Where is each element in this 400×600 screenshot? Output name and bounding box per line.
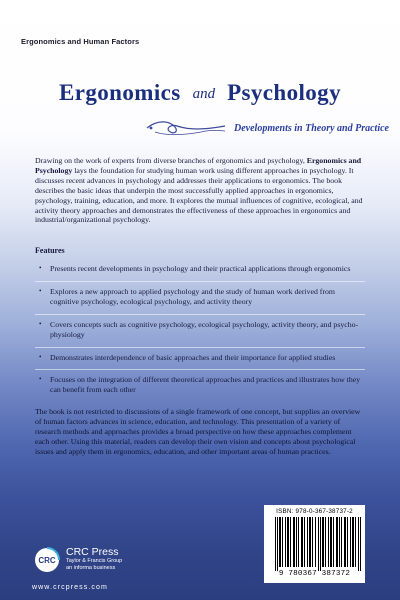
description-rest: lays the foundation for studying human work using different approaches in psychology. It discusses recent advances in psychology and addresses their applications to ergonomics. The book describes the basic ideas that underpin the most successfully applied approaches in ergonomics, psychology, training, education, and more. It explores the mutual influences of cognitive, ecological, and activity theory approaches and demonstrates the effectiveness of these approaches in ergonomics and industrial/organizational psychology. xyxy=(35,165,363,225)
feature-item xyxy=(35,370,365,402)
feature-text: Explores a new approach to applied psychology and the study of human work derived from cognitive psychology, ecological psychology, and activity theory xyxy=(50,286,335,306)
series-name: Ergonomics and Human Factors xyxy=(21,37,140,46)
crc-logo-icon xyxy=(34,547,60,573)
feature-item xyxy=(35,282,365,315)
bullet-icon: • xyxy=(39,319,42,328)
barcode xyxy=(264,505,365,583)
description xyxy=(35,156,363,225)
bullet-icon: • xyxy=(39,286,42,295)
publisher-group: Taylor & Francis Group xyxy=(66,558,123,564)
feature-text: Focuses on the integration of different theoretical approaches and practices and illustrates how they can benefit from each other xyxy=(50,375,361,395)
bullet-icon: • xyxy=(39,264,42,272)
publisher-tagline: an informa business xyxy=(66,564,116,571)
publisher-block xyxy=(66,547,122,572)
barcode-bars-icon xyxy=(275,517,363,573)
feature-text: Covers concepts such as cognitive psychology, ecological psychology, activity theory, and psycho-physiology xyxy=(50,319,359,339)
book-title xyxy=(0,80,400,106)
feature-text: Demonstrates interdependence of basic approaches and their importance for applied studies xyxy=(50,352,336,362)
bullet-icon: • xyxy=(39,352,42,361)
feature-item xyxy=(35,315,365,348)
title-word-and: and xyxy=(192,86,216,102)
logo-text: CRC xyxy=(38,556,56,565)
title-word-2: Psychology xyxy=(227,80,341,105)
features-list xyxy=(35,259,365,402)
description-bold-title: Ergonomics and Psychology xyxy=(35,156,362,175)
closing-paragraph: The book is not restricted to discussions of a single framework of one concept, but supplies an overview of human factors advances in science, education, and technology. This presentation of a variety of research methods and approaches provides a broad perspective on how these approaches complement each other. Using this material, readers can develop their own vision and concepts about psychological issues and apply them in ergonomics, education, and other important areas of human practices. xyxy=(35,407,361,456)
title-word-1: Ergonomics xyxy=(59,80,181,105)
publisher-name: CRC Press xyxy=(66,546,119,558)
bullet-icon: • xyxy=(39,375,42,384)
feature-item xyxy=(35,348,365,371)
isbn-label: ISBN: 978-0-367-38737-2 xyxy=(276,508,353,515)
feature-text: Presents recent developments in psychology and their practical applications through ergonomics xyxy=(50,264,351,273)
features-heading: Features xyxy=(35,246,65,255)
barcode-digits: 9 780367 387372 xyxy=(278,570,351,578)
feature-item xyxy=(35,259,365,282)
book-subtitle: Developments in Theory and Practice xyxy=(234,123,389,134)
description-intro: Drawing on the work of experts from diverse branches of ergonomics and psychology, xyxy=(35,156,305,165)
swirl-ornament-icon xyxy=(145,118,227,138)
publisher-website[interactable]: www.crcpress.com xyxy=(32,584,108,591)
